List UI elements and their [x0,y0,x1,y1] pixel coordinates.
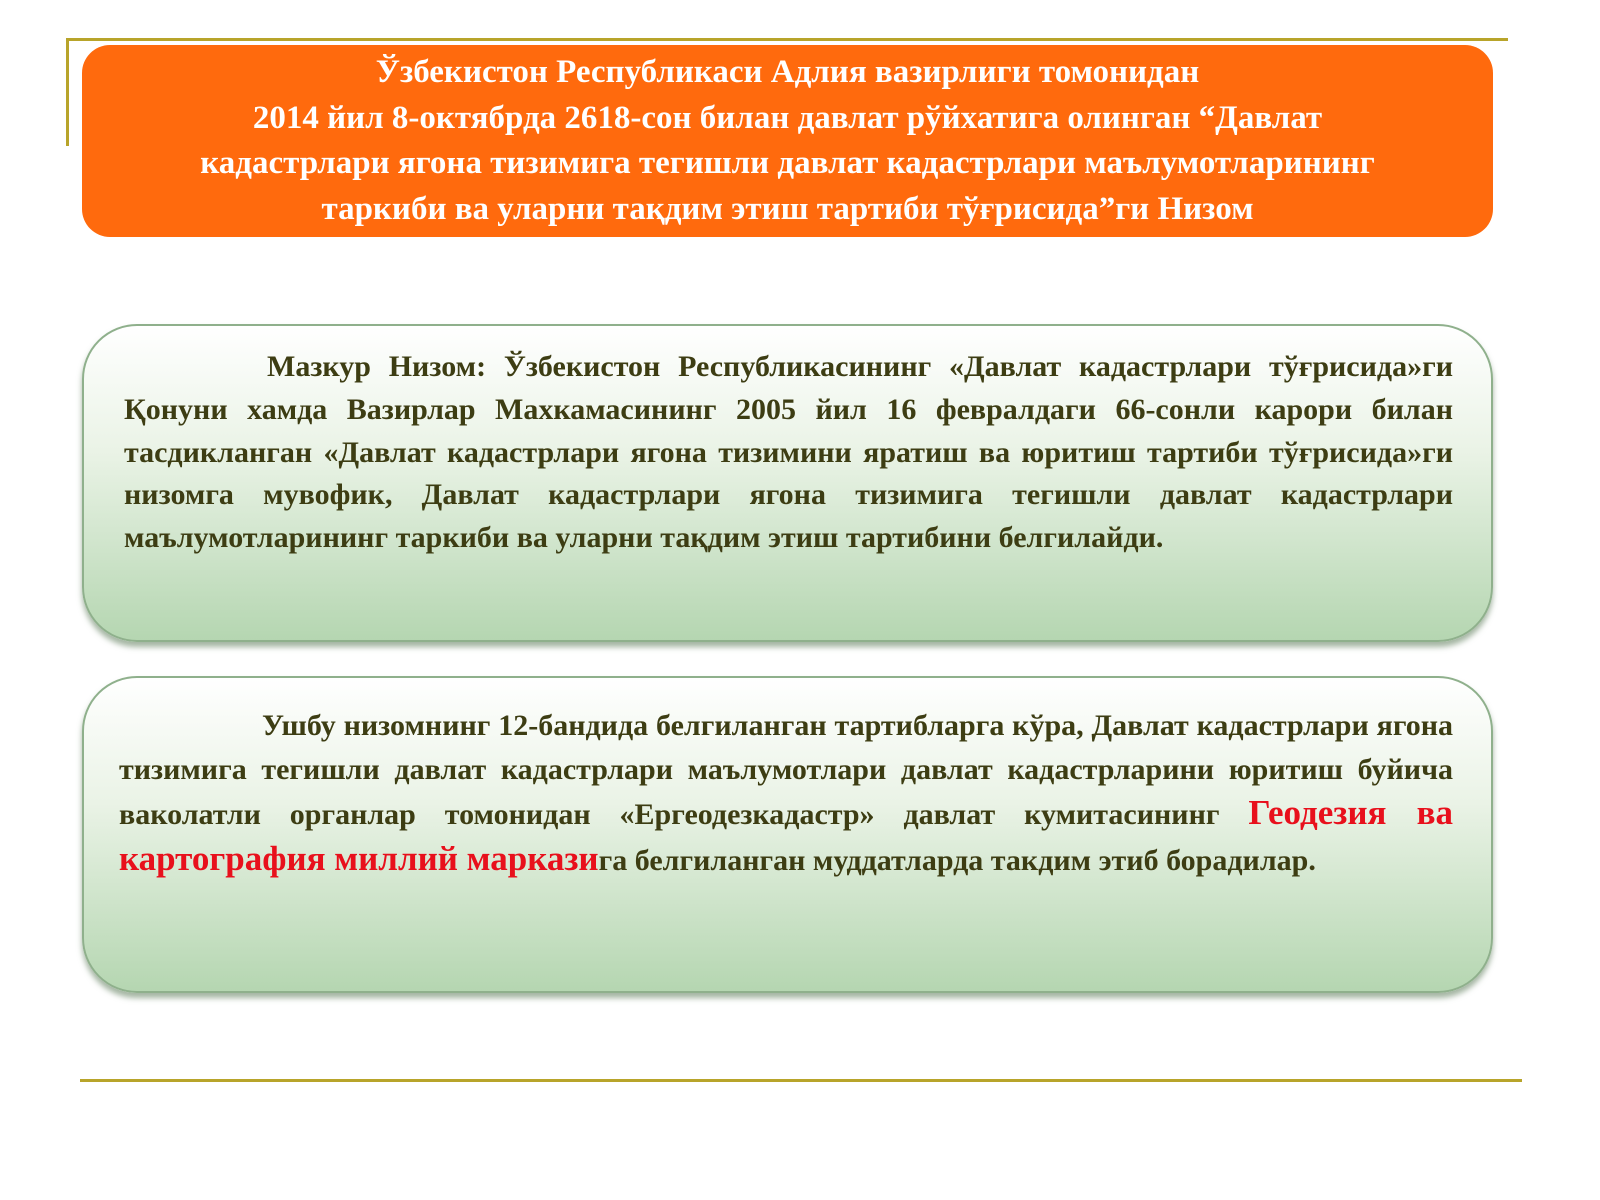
procedure-paragraph [119,704,1453,882]
title-line-4: таркиби ва уларни тақдим этиш тартиби тўғрисида”ги Низом [321,190,1254,227]
title-line-1: Ўзбекистон Республикаси Адлия вазирлиги томонидан [375,54,1200,90]
left-rule-line [66,38,69,146]
highlighted-organization-name: Геодезия ва картография миллий маркази [119,793,1453,878]
description-paragraph: Мазкур Низом: Ўзбекистон Республикасининг «Давлат кадастрлари тўғрисида»ги Қонуни хамда Вазирлар Махкамасининг 2005 йил 16 февралдаги 66-сонли карори билан тасдикланган «Давлат кадастрлари ягона тизимини яратиш ва юритиш тартиби тўғрисида»ги низомга мувофик, Давлат кадастрлари ягона тизимига тегишли давлат кадастрлари маълумотларининг таркиби ва уларни тақдим этиш тартибини белгилайди. [124,350,1453,555]
procedure-text-before: Ушбу низомнинг 12-бандида белгиланган тартибларга кўра, Давлат кадастрлари ягона тизимига тегишли давлат кадастрлари маълумотлари давлат кадастрларини юритиш буйича ваколатли органлар томонидан «Ергеодезкадастр» давлат кумитасининг [119,709,1453,831]
description-panel [82,324,1493,642]
title-line-3: кадастрлари ягона тизимига тегишли давлат кадастрлари маълумотларининг [200,145,1375,181]
title-line-2: 2014 йил 8-октябрда 2618-сон билан давлат рўйхатига олинган “Давлат [252,99,1323,136]
title-banner [82,45,1493,237]
bottom-rule-line [80,1079,1522,1082]
procedure-panel [82,676,1493,993]
procedure-text-after: га белгиланган муддатларда такдим этиб борадилар. [598,843,1316,877]
top-rule-line [66,38,1508,41]
